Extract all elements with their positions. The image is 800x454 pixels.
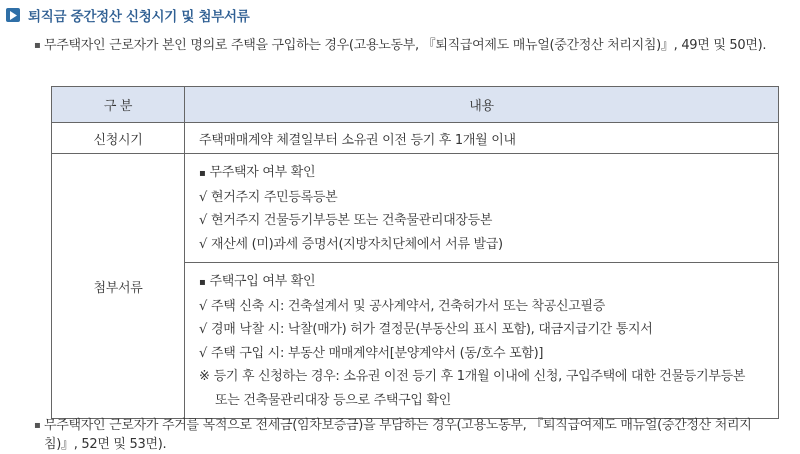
note-mark: ※ xyxy=(199,369,210,384)
list-item: √ 주택 신축 시: 건축설계서 및 공사계약서, 건축허가서 또는 착공신고필증 xyxy=(199,298,606,314)
table-row xyxy=(52,123,779,154)
period-content: 주택매매계약 체결일부터 소유권 이전 등기 후 1개월 이내 xyxy=(185,123,779,154)
jeonse-paragraph xyxy=(34,416,784,454)
check-icon: √ xyxy=(199,213,207,228)
bullet-icon: ▪ xyxy=(199,277,206,288)
list-item: √ 재산세 (미)과세 증명서(지방자치단체에서 서류 발급) xyxy=(199,236,503,252)
header-category: 구 분 xyxy=(52,87,185,123)
attachments-label: 첨부서류 xyxy=(52,154,185,419)
bullet-icon: ▪ xyxy=(34,40,41,51)
bullet-icon: ▪ xyxy=(199,168,206,179)
info-table xyxy=(51,86,779,419)
check-icon: √ xyxy=(199,189,207,205)
list-item: √ 경매 낙찰 시: 낙찰(매가) 허가 결정문(부동산의 표시 포함), 대금지급기간 통지서 xyxy=(199,322,653,337)
section-heading xyxy=(6,5,249,25)
section-title: ▪ 주택구입 여부 확인 xyxy=(199,274,316,289)
heading-title: 퇴직금 중간정산 신청시기 및 첨부서류 xyxy=(28,9,250,25)
table-header-row xyxy=(52,87,779,123)
section-title: ▪ 무주택자 여부 확인 xyxy=(199,165,316,180)
check-icon: √ xyxy=(199,345,207,361)
check-icon: √ xyxy=(199,298,207,314)
list-item: √ 현거주지 건물등기부등본 또는 건축물관리대장등본 xyxy=(199,213,493,228)
header-content: 내용 xyxy=(185,87,779,123)
list-item: √ 주택 구입 시: 부동산 매매계약서[분양계약서 (동/호수 포함)] xyxy=(199,345,544,361)
homeless-check-box xyxy=(185,154,779,263)
intro-text: 무주택자인 근로자가 본인 명의로 주택을 구입하는 경우(고용노동부, 『퇴직급여제도 매뉴얼(중간정산 처리지침)』, 49면 및 50면). xyxy=(44,38,767,53)
table-row xyxy=(52,154,779,263)
purchase-check-box xyxy=(185,263,779,419)
list-item: √ 현거주지 주민등록등본 xyxy=(199,189,338,205)
period-label: 신청시기 xyxy=(52,123,185,154)
play-icon xyxy=(6,8,20,22)
check-icon: √ xyxy=(199,236,207,252)
jeonse-text: 무주택자인 근로자가 주거를 목적으로 전세금(임차보증금)을 부담하는 경우(고용노동부, 『퇴직급여제도 매뉴얼(중간정산 처리지침)』, 52면 및 53면). xyxy=(44,418,752,452)
intro-paragraph xyxy=(34,36,784,55)
note-line: ※ 등기 후 신청하는 경우: 소유권 이전 등기 후 1개월 이내에 신청, 구입주택에 대한 건물등기부등본 xyxy=(199,369,746,384)
note-line: 또는 건축물관리대장 등으로 주택구입 확인 xyxy=(215,392,451,408)
bullet-icon: ▪ xyxy=(34,420,41,431)
check-icon: √ xyxy=(199,322,207,337)
